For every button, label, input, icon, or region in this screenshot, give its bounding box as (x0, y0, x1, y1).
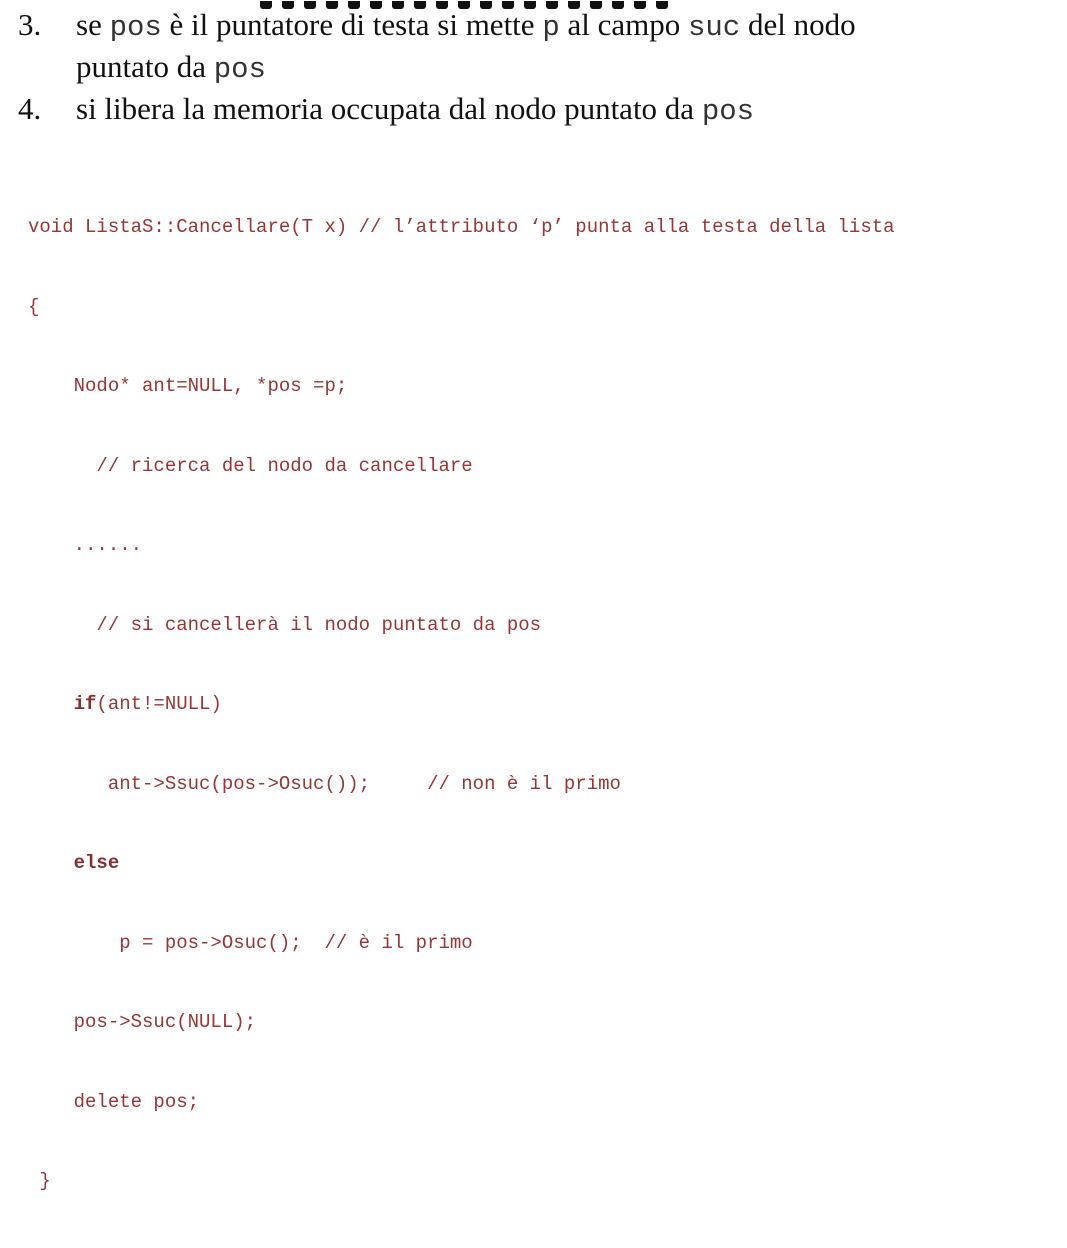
code-line: void ListaS::Cancellare(T x) // l’attributo ‘p’ punta alla testa della lista (28, 216, 895, 238)
code-line (28, 850, 1048, 877)
step-3-number: 3. (18, 7, 42, 42)
code-line: if(ant!=NULL) (73, 693, 222, 715)
inline-code-pos: pos (213, 53, 266, 86)
inline-code-pos: pos (109, 11, 162, 44)
code-line: ant->Ssuc(pos->Osuc()); // non è il primo (28, 772, 621, 795)
keyword-else: else (73, 852, 120, 874)
code-line: } (28, 1170, 51, 1192)
code-line: pos->Ssuc(NULL); (28, 1011, 257, 1033)
step-4-line-1: si libera la memoria occupata dal nodo puntato da pos (76, 91, 755, 128)
code-line: p = pos->Osuc(); // è il primo (28, 931, 473, 954)
inline-code-pos: pos (701, 95, 755, 128)
clipped-previous-line (260, 0, 680, 4)
code-line: Nodo* ant=NULL, *pos =p; (28, 375, 348, 397)
code-comment-line: // ricerca del nodo da cancellare (28, 454, 473, 477)
code-line: delete pos; (28, 1090, 200, 1113)
step-3-line-1: se pos è il puntatore di testa si mette p al campo suc del nodo (76, 7, 856, 44)
step-4-number: 4. (18, 91, 42, 126)
code-line: { (28, 295, 40, 318)
keyword-if: if (73, 693, 97, 715)
code-block (28, 161, 1048, 1248)
code-comment-line: // si cancellerà il nodo puntato da pos (28, 613, 542, 636)
inline-code-p: p (542, 11, 560, 44)
inline-code-suc: suc (687, 11, 741, 44)
step-3-line-2: puntato da pos (76, 49, 266, 86)
code-line: ...... (28, 534, 143, 556)
